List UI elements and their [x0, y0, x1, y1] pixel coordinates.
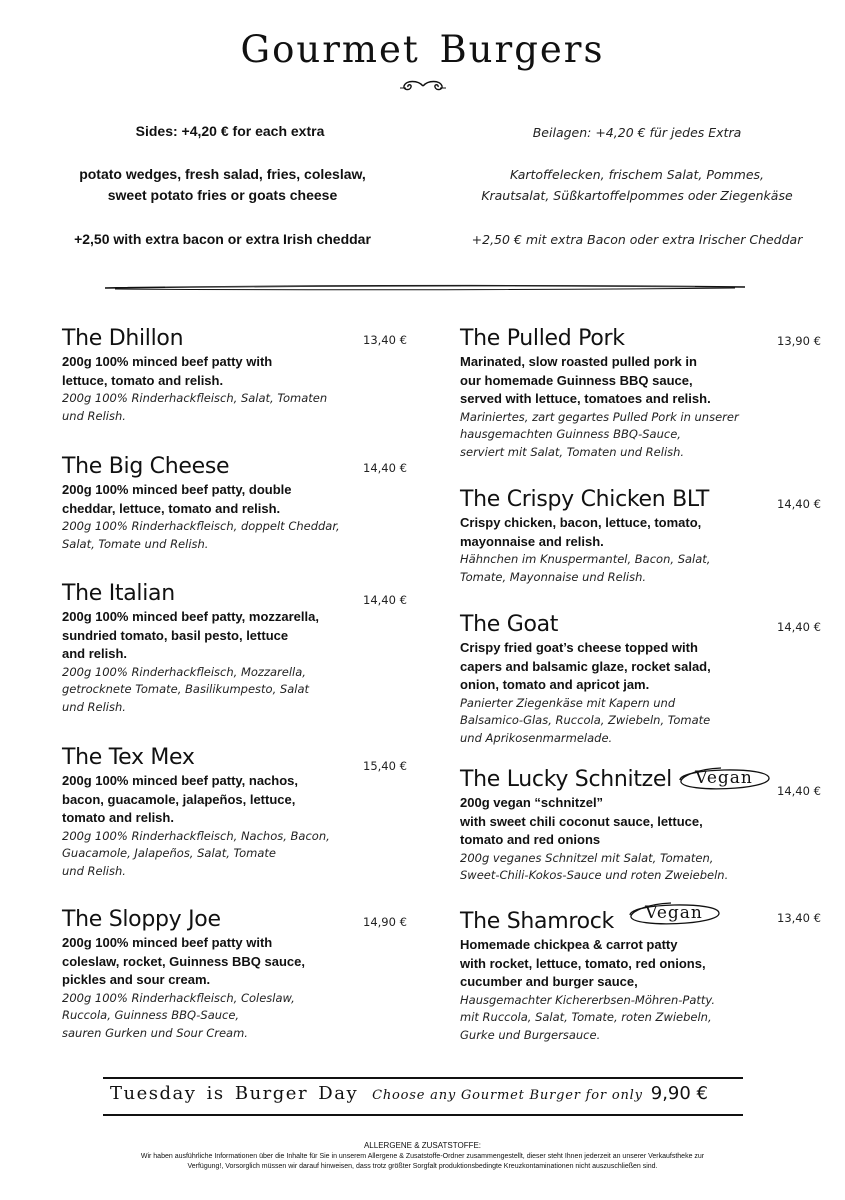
desc-line: 200g vegan “schnitzel” [460, 795, 604, 810]
sides-list-en-line: potato wedges, fresh salad, fries, coleslaw, [79, 166, 366, 182]
item-price: 14,90 € [363, 915, 407, 929]
sides-heading-en: Sides: +4,20 € for each extra [135, 123, 325, 139]
vegan-badge [626, 899, 722, 929]
item-desc-de [62, 390, 327, 425]
item-desc-en [62, 934, 305, 990]
item-desc-en [62, 481, 340, 518]
desc-line: getrocknete Tomate, Basilikumpesto, Salat [62, 682, 310, 696]
desc-line: cucumber and burger sauce, [460, 974, 638, 989]
desc-line: Gurke und Burgersauce. [460, 1027, 601, 1042]
desc-line: 200g 100% minced beef patty, nachos, [62, 773, 299, 788]
ornament-icon [398, 78, 448, 99]
item-price: 13,90 € [777, 334, 821, 348]
item-name: The Big Cheese [62, 454, 230, 479]
desc-line: sauren Gurken und Sour Cream. [62, 1025, 248, 1040]
item-name: The Italian [62, 581, 175, 606]
item-desc-en [460, 353, 739, 409]
desc-line: Guacamole, Jalapeños, Salat, Tomate [62, 846, 277, 860]
item-name: The Sloppy Joe [62, 907, 221, 932]
item-desc-en [460, 639, 711, 695]
desc-line: capers and balsamic glaze, rocket salad, [460, 658, 711, 674]
page-title: Gourmet Burgers [240, 28, 605, 71]
allergen-text [95, 1152, 750, 1172]
item-name: The Dhillon [62, 326, 184, 351]
desc-line: 200g 100% minced beef patty with [62, 935, 273, 950]
menu-item-goat [460, 611, 711, 747]
item-desc-en [62, 608, 319, 664]
desc-line: 200g 100% minced beef patty, mozzarella, [62, 609, 319, 624]
desc-line: pickles and sour cream. [62, 972, 211, 987]
desc-line: 200g 100% minced beef patty with [62, 354, 273, 369]
desc-line: und Aprikosenmarmelade. [460, 730, 613, 745]
brush-divider [105, 281, 745, 299]
item-desc-en [62, 353, 327, 390]
item-price: 14,40 € [363, 461, 407, 475]
desc-line: onion, tomato and apricot jam. [460, 677, 650, 692]
item-price: 14,40 € [363, 593, 407, 607]
sides-list-de [437, 164, 837, 206]
desc-line: 200g 100% Rinderhackfleisch, Coleslaw, [62, 990, 295, 1005]
menu-item-crispy-chicken [460, 486, 710, 586]
desc-line: hausgemachten Guinness BBQ-Sauce, [460, 427, 681, 441]
menu-item-big-cheese [62, 453, 340, 553]
promo-bottom-rule [103, 1114, 743, 1116]
promo-price: 9,90 € [650, 1083, 709, 1104]
desc-line: served with lettuce, tomatoes and relish. [460, 391, 711, 406]
item-desc-de [62, 518, 340, 553]
vegan-badge-label: Vegan [695, 768, 753, 788]
desc-line: with sweet chili coconut sauce, lettuce, [460, 813, 703, 829]
desc-line: Crispy fried goat’s cheese topped with [460, 640, 698, 655]
item-price: 15,40 € [363, 759, 407, 773]
item-price: 13,40 € [777, 911, 821, 925]
item-desc-de [62, 664, 319, 717]
promo-headline: Tuesday is Burger Day [110, 1083, 359, 1104]
desc-line: 200g 100% Rinderhackfleisch, Nachos, Bacon, [62, 828, 330, 843]
desc-line: Hausgemachter Kichererbsen-Möhren-Patty. [460, 992, 715, 1007]
desc-line: 200g 100% Rinderhackfleisch, Mozzarella, [62, 664, 306, 679]
item-desc-en [62, 772, 330, 828]
sides-heading-de: Beilagen: +4,20 € für jedes Extra [532, 125, 742, 140]
menu-item-dhillon [62, 325, 327, 425]
menu-item-italian [62, 580, 319, 716]
desc-line: tomato and red onions [460, 832, 601, 847]
item-price: 14,40 € [777, 784, 821, 798]
vegan-badge-label: Vegan [645, 903, 703, 923]
item-price: 14,40 € [777, 497, 821, 511]
item-desc-en [460, 794, 728, 850]
sides-list-de-line: Kartoffelecken, frischem Salat, Pommes, [509, 167, 765, 182]
item-desc-de [460, 992, 715, 1045]
promo-banner [110, 1083, 708, 1104]
desc-line: Homemade chickpea & carrot patty [460, 937, 678, 952]
desc-line: and relish. [62, 646, 128, 661]
item-name: The Lucky Schnitzel [460, 767, 672, 792]
sides-extra-en: +2,50 with extra bacon or extra Irish cheddar [74, 231, 371, 247]
desc-line: Balsamico-Glas, Ruccola, Zwiebeln, Tomate [460, 713, 711, 727]
sides-list-en [20, 164, 425, 206]
allergen-line: Wir haben ausführliche Informationen über die Inhalte für Sie in unserem Allergene & Zusatstoffe-Ordner zusammengestellt, dieser steht Ihnen jederzeit an unserer Verkaufstheke zur [140, 1153, 705, 1160]
item-desc-en [460, 936, 715, 992]
desc-line: Salat, Tomate und Relish. [62, 536, 209, 551]
desc-line: coleslaw, rocket, Guinness BBQ sauce, [62, 953, 306, 969]
item-desc-de [62, 990, 305, 1043]
vegan-badge [676, 764, 772, 794]
desc-line: tomato and relish. [62, 810, 174, 825]
desc-line: lettuce, tomato and relish. [62, 372, 224, 388]
desc-line: und Relish. [62, 408, 126, 423]
desc-line: und Relish. [62, 699, 126, 714]
desc-line: 200g 100% Rinderhackfleisch, doppelt Cheddar, [62, 519, 340, 533]
sides-extra-de: +2,50 € mit extra Bacon oder extra Irischer Cheddar [471, 232, 803, 247]
desc-line: 200g 100% Rinderhackfleisch, Salat, Tomaten [62, 391, 328, 405]
desc-line: bacon, guacamole, jalapeños, lettuce, [62, 791, 296, 807]
desc-line: Marinated, slow roasted pulled pork in [460, 354, 697, 369]
menu-item-tex-mex [62, 744, 330, 880]
promo-subline: Choose any Gourmet Burger for only [372, 1088, 643, 1103]
sides-list-en-line: sweet potato fries or goats cheese [107, 187, 338, 203]
item-desc-de [460, 551, 710, 586]
item-desc-de [460, 409, 739, 462]
desc-line: Crispy chicken, bacon, lettuce, tomato, [460, 515, 702, 530]
desc-line: Panierter Ziegenkäse mit Kapern und [460, 695, 676, 710]
desc-line: Mariniertes, zart gegartes Pulled Pork in unserer [460, 409, 739, 424]
desc-line: 200g veganes Schnitzel mit Salat, Tomaten, [460, 850, 714, 865]
item-price: 14,40 € [777, 620, 821, 634]
desc-line: mayonnaise and relish. [460, 533, 604, 549]
desc-line: with rocket, lettuce, tomato, red onions, [460, 955, 706, 971]
desc-line: our homemade Guinness BBQ sauce, [460, 372, 693, 388]
item-name: The Tex Mex [62, 745, 195, 770]
menu-item-sloppy-joe [62, 906, 305, 1042]
allergen-title: ALLERGENE & ZUSATSTOFFE: [363, 1141, 482, 1150]
item-name: The Shamrock [460, 909, 614, 934]
item-desc-de [460, 695, 711, 748]
item-name: The Crispy Chicken BLT [460, 487, 709, 512]
desc-line: sundried tomato, basil pesto, lettuce [62, 627, 289, 643]
item-desc-en [460, 514, 710, 551]
desc-line: Ruccola, Guinness BBQ-Sauce, [62, 1008, 240, 1022]
item-name: The Goat [460, 612, 559, 637]
desc-line: cheddar, lettuce, tomato and relish. [62, 500, 281, 516]
desc-line: mit Ruccola, Salat, Tomate, roten Zwiebeln, [460, 1010, 712, 1024]
desc-line: Hähnchen im Knuspermantel, Bacon, Salat, [460, 552, 711, 566]
item-desc-de [62, 828, 330, 881]
desc-line: und Relish. [62, 863, 126, 878]
allergen-line: Verfügung!, Vorsorglich müssen wir darauf hinweisen, dass trotz größter Sorgfalt produktionsbedingte Kreuzkontaminationen nicht auszuschließen sind. [187, 1163, 658, 1170]
sides-list-de-line: Krautsalat, Süßkartoffelpommes oder Ziegenkäse [481, 188, 793, 203]
menu-item-pulled-pork [460, 325, 739, 461]
desc-line: 200g 100% minced beef patty, double [62, 482, 292, 497]
item-name: The Pulled Pork [460, 326, 625, 351]
item-desc-de [460, 850, 728, 885]
item-price: 13,40 € [363, 333, 407, 347]
desc-line: Sweet-Chili-Kokos-Sauce und roten Zweiebeln. [460, 868, 729, 882]
desc-line: serviert mit Salat, Tomaten und Relish. [460, 444, 685, 459]
desc-line: Tomate, Mayonnaise und Relish. [460, 569, 647, 584]
promo-top-rule [103, 1077, 743, 1079]
